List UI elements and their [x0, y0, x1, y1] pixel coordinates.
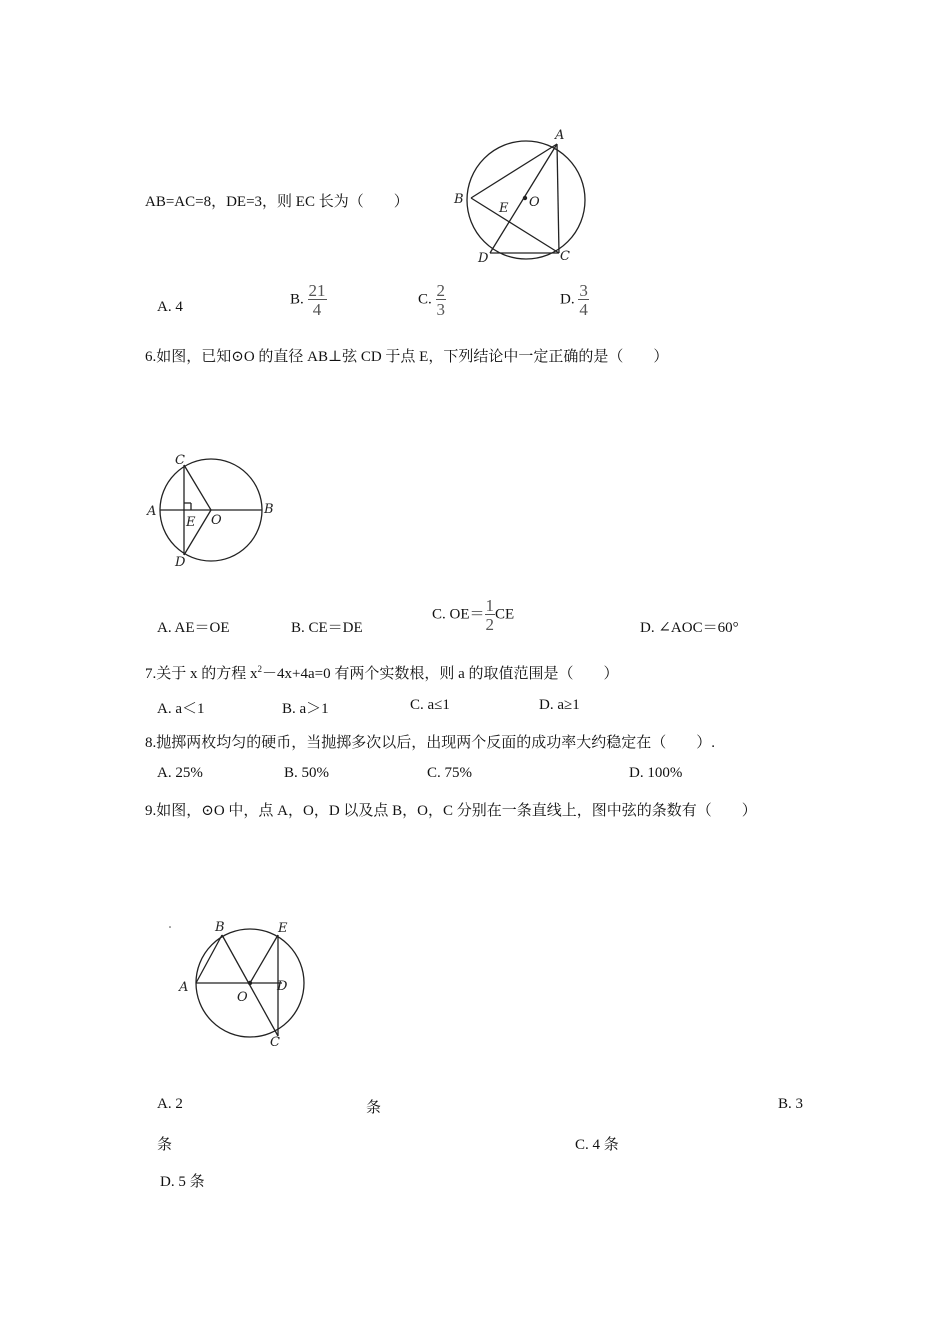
q5-option-d: [560, 282, 589, 318]
q7-option-a: A. a＜1: [157, 701, 205, 717]
q5-chord-ab: [471, 144, 557, 198]
q5-chord-ac: [557, 144, 559, 253]
q5-option-c-prefix: C.: [418, 291, 432, 308]
q9-option-c: C. 4 条: [575, 1137, 619, 1153]
q6-option-c-suffix: CE: [495, 606, 515, 623]
q5-center-dot: [523, 196, 527, 200]
q5-label-o: O: [529, 195, 540, 210]
q9-option-d: D. 5 条: [160, 1174, 205, 1190]
q6-option-a: A. AE＝OE: [157, 620, 230, 636]
q7-option-d: D. a≥1: [539, 697, 580, 713]
q9-option-b-part1: B. 3: [778, 1096, 804, 1112]
q5-figure: [445, 125, 595, 270]
q6-label-d: D: [175, 555, 186, 570]
q5-option-c-num: 2: [436, 281, 446, 300]
q9-option-a-part2: 条: [366, 1100, 382, 1116]
q5-option-d-fraction: [578, 282, 589, 318]
q9-label-d: D: [277, 979, 288, 994]
q7-stem-pre: 7.关于 x 的方程 x: [145, 666, 258, 682]
q5-option-b: [290, 282, 327, 318]
q9-option-a-part1: A. 2: [157, 1096, 183, 1112]
q6-label-e: E: [186, 515, 196, 530]
q6-label-b: B: [264, 502, 274, 517]
q5-label-c: C: [560, 249, 570, 264]
q5-option-d-prefix: D.: [560, 291, 575, 308]
q8-option-c: C. 75%: [427, 765, 472, 781]
q9-label-e: E: [278, 921, 288, 936]
q5-option-b-fraction: [308, 282, 327, 318]
q6-label-a: A: [147, 504, 157, 519]
q5-label-e: E: [499, 201, 509, 216]
q6-figure: [140, 445, 290, 575]
q9-segment-eo: [250, 935, 278, 983]
q5-option-c-den: 3: [436, 300, 446, 319]
q7-stem: [145, 662, 619, 683]
q8-stem: 8.抛掷两枚均匀的硬币，当抛掷多次以后，出现两个反面的成功率大约稳定在（ ）.: [145, 735, 716, 751]
q6-label-o: O: [211, 513, 222, 528]
q5-option-b-prefix: B.: [290, 291, 304, 308]
q7-option-c: C. a≤1: [410, 697, 450, 713]
q9-label-c: C: [270, 1035, 280, 1050]
q9-stem: 9.如图，⊙O 中，点 A，O，D 以及点 B，O，C 分别在一条直线上，图中弦的条数有（ ）: [145, 803, 757, 819]
q9-stray-dot: [169, 926, 171, 928]
q8-option-d: D. 100%: [629, 765, 683, 781]
q5-option-b-num: 21: [308, 281, 326, 300]
q6-option-c-fraction: [485, 597, 496, 633]
q7-stem-post: －4x+4a=0 有两个实数根，则 a 的取值范围是（ ）: [262, 666, 619, 682]
q5-chord-bc: [471, 198, 559, 253]
q5-option-d-num: 3: [579, 281, 588, 300]
q5-label-b: B: [454, 192, 464, 207]
q6-option-d: D. ∠AOC＝60°: [640, 620, 739, 636]
q5-label-d: D: [478, 251, 489, 266]
q9-figure: [165, 915, 315, 1055]
q7-stem-sup: 2: [257, 664, 263, 674]
q8-option-a: A. 25%: [157, 765, 203, 781]
q6-option-b: B. CE＝DE: [291, 620, 363, 636]
q9-label-a: A: [179, 980, 189, 995]
q5-option-a: A. 4: [157, 299, 183, 315]
q5-option-d-den: 4: [579, 300, 588, 319]
q8-option-b: B. 50%: [284, 765, 329, 781]
q6-option-c-den: 2: [485, 615, 495, 634]
q9-label-o: O: [237, 990, 248, 1005]
q5-stem-tail: AB=AC=8，DE=3，则 EC 长为（ ）: [145, 194, 409, 210]
q5-option-b-den: 4: [312, 300, 322, 319]
q5-label-a: A: [555, 128, 565, 143]
q6-option-c-prefix: C. OE＝: [432, 606, 485, 623]
q6-label-c: C: [175, 453, 185, 468]
q9-option-b-part2: 条: [157, 1137, 173, 1153]
q9-chord-ab: [196, 935, 222, 983]
q5-option-c: [418, 282, 446, 318]
q7-option-b: B. a＞1: [282, 701, 329, 717]
q5-option-c-fraction: [436, 282, 447, 318]
q6-option-c-num: 1: [485, 596, 495, 615]
q9-label-b: B: [215, 920, 225, 935]
q9-center-dot: [248, 981, 252, 985]
q6-stem: 6.如图，已知⊙O 的直径 AB⊥弦 CD 于点 E，下列结论中一定正确的是（ ）: [145, 349, 669, 365]
q6-option-c: [432, 597, 514, 633]
q5-circle: [467, 141, 585, 259]
